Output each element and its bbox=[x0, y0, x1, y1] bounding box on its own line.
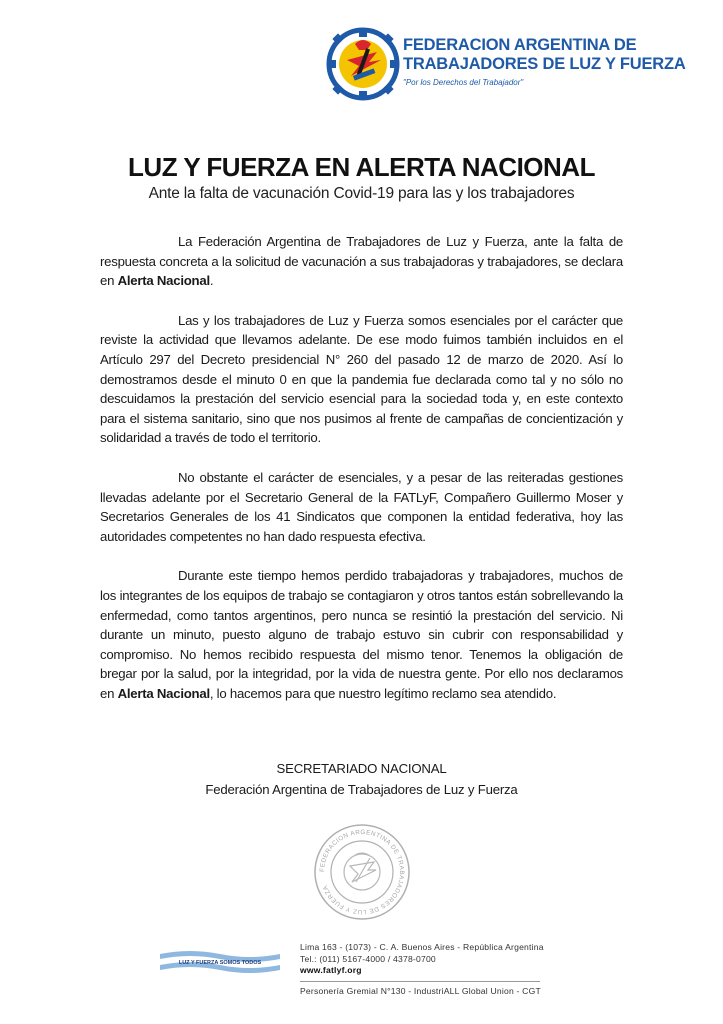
paragraph-1-text: La Federación Argentina de Trabajadores de Luz y Fuerza, ante la falta de respuesta concreta a la solicitud de vacunación a sus trabajadoras y trabajadores, se declara en bbox=[100, 234, 623, 289]
signature-title: SECRETARIADO NACIONAL bbox=[276, 761, 447, 776]
footer-divider bbox=[300, 981, 540, 982]
paragraph-2: Las y los trabajadores de Luz y Fuerza somos esenciales por el carácter que reviste la actividad que llevamos adelante. De ese modo fuimos también incluidos en el Artículo 297 del Decreto presidencial N° 260 del pasado 12 de marzo de 2020. Así lo demostramos desde el minuto 0 en que la pandemia fue declarada como tal y no sólo no descuidamos la prestación del servicio esencial para la sociedad toda y, en este contexto para el sistema sanitario, sino que nos pusimos al frente de campañas de concientización y solidaridad a través de todo el territorio. bbox=[100, 312, 623, 446]
paragraph-1-tail: . bbox=[209, 273, 214, 289]
organization-name-line-1: FEDERACION ARGENTINA DE bbox=[403, 36, 637, 54]
organization-name-line-2: TRABAJADORES DE LUZ Y FUERZA bbox=[403, 55, 686, 73]
document-title: LUZ Y FUERZA EN ALERTA NACIONAL bbox=[128, 152, 595, 182]
paragraph-1 bbox=[100, 232, 623, 291]
organization-name bbox=[403, 36, 686, 74]
signature-block bbox=[0, 758, 723, 800]
letterhead bbox=[325, 26, 705, 106]
organization-tagline: "Por los Derechos del Trabajador" bbox=[403, 78, 524, 87]
footer-address: Lima 163 - (1073) - C. A. Buenos Aires - República Argentina bbox=[300, 942, 544, 952]
federation-logo-icon bbox=[325, 26, 401, 102]
argentina-flag-banner-icon bbox=[158, 948, 282, 974]
paragraph-4 bbox=[100, 566, 623, 703]
alert-emphasis: Alerta Nacional bbox=[117, 273, 210, 289]
document-body bbox=[100, 232, 623, 723]
signature-organization: Federación Argentina de Trabajadores de Luz y Fuerza bbox=[205, 782, 518, 797]
paragraph-4-text: Durante este tiempo hemos perdido trabajadoras y trabajadores, muchos de los integrantes de los equipos de trabajo se contagiaron y otros tantos están sobrellevando la enfermedad, como tantos argentinos, pero nunca se resintió la prestación del servicio. Ni durante un minuto, puesto alguno de trabajo estuvo sin cubrir con responsabilidad y compromiso. No hemos recibido respuesta del mismo tenor. Tenemos la obligación de bregar por la salud, por la integridad, por la vida de nuestra gente. Por ello nos declaramos en bbox=[100, 568, 623, 701]
seal-ring-text: FEDERACION ARGENTINA DE TRABAJADORES DE LUZ Y FUERZA bbox=[318, 828, 406, 916]
alert-emphasis: Alerta Nacional bbox=[117, 685, 210, 701]
footer-contact bbox=[300, 942, 544, 997]
federation-seal-icon bbox=[312, 822, 412, 922]
footer-phone: Tel.: (011) 5167-4000 / 4378-0700 bbox=[300, 953, 436, 964]
flag-banner-text: LUZ Y FUERZA SOMOS TODOS bbox=[178, 960, 262, 966]
footer-website-link[interactable]: www.fatlyf.org bbox=[300, 965, 362, 976]
paragraph-4-tail: , lo hacemos para que nuestro legítimo reclamo sea atendido. bbox=[209, 685, 557, 701]
document-subtitle: Ante la falta de vacunación Covid-19 para las y los trabajadores bbox=[148, 185, 575, 202]
footer-legal: Personería Gremial N°130 - IndustriALL Global Union - CGT bbox=[300, 985, 541, 996]
paragraph-3: No obstante el carácter de esenciales, y a pesar de las reiteradas gestiones llevadas adelante por el Secretario General de la FATLyF, Compañero Guillermo Moser y Secretarios Generales de los 41 Sindicatos que componen la entidad federativa, hoy las autoridades competentes no han dado respuesta efectiva. bbox=[100, 469, 623, 544]
